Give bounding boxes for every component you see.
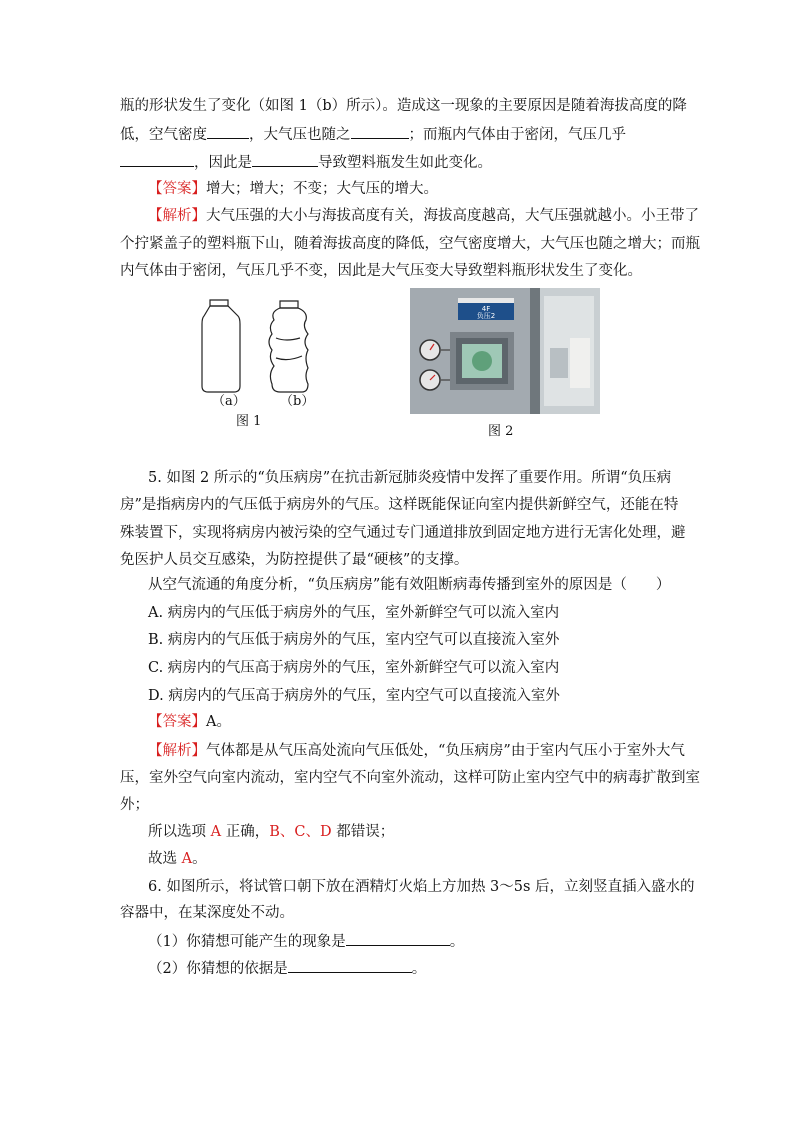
intro-line-1: 瓶的形状发生了变化（如图 1（b）所示）。造成这一现象的主要原因是随着海拔高度的降 xyxy=(120,98,687,114)
analysis-5-line-3: 外； xyxy=(120,797,149,813)
blank-inner-pressure[interactable] xyxy=(120,152,194,167)
analysis-5-line-4: 所以选项 A 正确，B、C、D 都错误； xyxy=(148,824,395,840)
q5-line-4: 免医护人员交互感染，为防控提供了最“硬核”的支撑。 xyxy=(120,552,469,568)
q5-line-2: 房”是指病房内的气压低于病房外的气压。这样既能保证向室内提供新鲜空气，还能在特 xyxy=(120,497,679,513)
q5-question: 从空气流通的角度分析，“负压病房”能有效阻断病毒传播到室外的原因是（ ） xyxy=(148,577,671,593)
figure-1-label-b: （b） xyxy=(280,394,315,409)
bottle-a-body xyxy=(202,306,240,392)
analysis-4-line-1: 【解析】大气压强的大小与海拔高度有关，海拔高度越高，大气压强就越小。小王带了 xyxy=(148,208,699,224)
figure-1-bottles xyxy=(190,298,330,430)
svg-text:负压2: 负压2 xyxy=(476,312,496,320)
bottle-b-body xyxy=(269,308,308,392)
figure-1-label-a: （a） xyxy=(212,394,246,409)
q5-option-c[interactable]: C. 病房内的气压高于病房外的气压，室外新鲜空气可以流入室内 xyxy=(148,660,560,676)
analysis-5-line-2: 压，室外空气向室内流动，室内空气不向室外流动，这样可防止室内空气中的病毒扩散到室 xyxy=(120,770,700,786)
answer-4: 【答案】增大；增大；不变；大气压的增大。 xyxy=(148,181,438,197)
q6-line-2: 容器中，在某深度处不动。 xyxy=(120,905,294,921)
bottle-b-cap xyxy=(280,301,298,308)
blank-phenomenon[interactable] xyxy=(346,931,450,946)
blank-basis[interactable] xyxy=(288,958,412,973)
answer-5: 【答案】A。 xyxy=(148,714,231,730)
blank-pressure[interactable] xyxy=(351,124,409,139)
figure-2-photo xyxy=(410,288,600,414)
q6-sub-2: （2）你猜想的依据是 。 xyxy=(148,958,426,979)
analysis-4-line-3: 内气体由于密闭，气压几乎不变，因此是大气压变大导致塑料瓶形状发生了变化。 xyxy=(120,263,642,279)
q5-line-3: 殊装置下，实现将病房内被污染的空气通过专门通道排放到固定地方进行无害化处理，避 xyxy=(120,525,686,541)
blank-cause[interactable] xyxy=(252,152,318,167)
analysis-4-line-2: 个拧紧盖子的塑料瓶下山，随着海拔高度的降低，空气密度增大，大气压也随之增大；而瓶 xyxy=(120,236,700,252)
analysis-5-line-1: 【解析】气体都是从气压高处流向气压低处，“负压病房”由于室内气压小于室外大气 xyxy=(148,743,685,759)
analysis-5-line-5: 故选 A。 xyxy=(148,851,207,867)
blank-density[interactable] xyxy=(207,124,249,139)
q5-line-1: 5. 如图 2 所示的“负压病房”在抗击新冠肺炎疫情中发挥了重要作用。所谓“负压病 xyxy=(148,470,672,486)
negative-pressure-room-photo xyxy=(410,288,600,414)
intro-line-2: 低，空气密度 ，大气压也随之 ；而瓶内气体由于密闭，气压几乎 xyxy=(120,124,626,145)
figure-2-caption: 图 2 xyxy=(488,424,514,439)
q6-line-1: 6. 如图所示，将试管口朝下放在酒精灯火焰上方加热 3～5s 后，立刻竖直插入盛水的 xyxy=(148,879,695,895)
figure-1-caption: 图 1 xyxy=(236,414,262,429)
q5-option-a[interactable]: A. 病房内的气压低于病房外的气压，室外新鲜空气可以流入室内 xyxy=(148,605,560,621)
q6-sub-1: （1）你猜想可能产生的现象是 。 xyxy=(148,931,464,952)
svg-text:4F: 4F xyxy=(481,305,491,313)
q5-option-b[interactable]: B. 病房内的气压低于病房外的气压，室内空气可以直接流入室外 xyxy=(148,632,560,648)
bottle-drawing xyxy=(190,298,330,398)
bottle-a-cap xyxy=(210,300,228,306)
q5-option-d[interactable]: D. 病房内的气压高于病房外的气压，室内空气可以直接流入室外 xyxy=(148,688,560,704)
intro-line-3: ，因此是 导致塑料瓶发生如此变化。 xyxy=(120,152,492,173)
